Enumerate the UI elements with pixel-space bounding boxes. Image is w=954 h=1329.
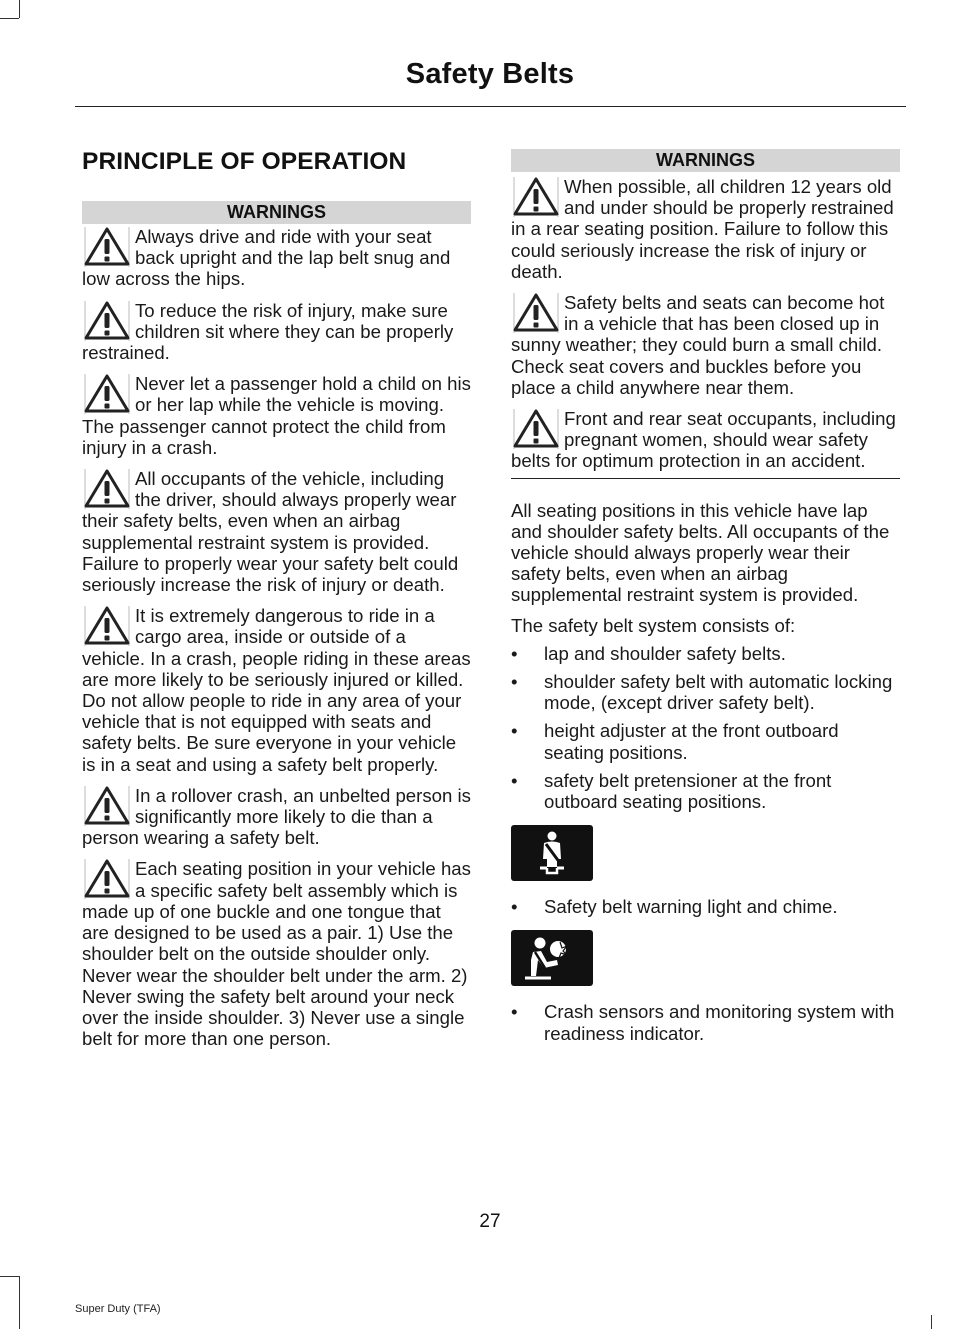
list-item bbox=[511, 896, 900, 917]
page-number: 27 bbox=[479, 1211, 501, 1232]
warning-item bbox=[82, 373, 471, 458]
list-item bbox=[511, 1001, 900, 1043]
body-paragraph: The safety belt system consists of: bbox=[511, 614, 796, 636]
list-item-text: lap and shoulder safety belts. bbox=[544, 642, 786, 664]
warning-text: All occupants of the vehicle, including the driver, should always properly wear their safety belts, even when an airbag supplemental restraint system is provided. Failure to properly wear your safety belt could seriously increase the risk of injury or death. bbox=[82, 468, 459, 596]
warning-triangle-icon bbox=[82, 785, 132, 827]
warnings-heading: WARNINGS bbox=[511, 149, 900, 172]
bullet: • bbox=[511, 769, 518, 791]
list-item bbox=[511, 720, 900, 762]
list-item bbox=[511, 770, 900, 812]
crop-mark bbox=[0, 18, 19, 19]
list-item-text: Safety belt warning light and chime. bbox=[544, 896, 838, 918]
warning-triangle-icon bbox=[511, 292, 561, 334]
page-title: Safety Belts bbox=[405, 58, 575, 90]
warning-text: Safety belts and seats can become hot in a vehicle that has been closed up in sunny weather; they could burn a small child. Check seat covers and buckles before you place a child anywhere near them. bbox=[511, 292, 885, 398]
warning-triangle-icon bbox=[82, 605, 132, 647]
bullet-list bbox=[511, 643, 900, 812]
warning-item bbox=[511, 408, 900, 472]
warning-text: Each seating position in your vehicle has a specific safety belt assembly which is made up of one buckle and one tongue that are designed to be used as a pair. 1) Use the shoulder belt on the outside shoulder only. Never wear the shoulder belt under the arm. 2) Never swing the safety belt around your neck over the inside shoulder. 3) Never use a single belt for more than one person. bbox=[82, 858, 471, 1050]
crop-mark bbox=[19, 0, 20, 18]
list-item-text: safety belt pretensioner at the front outboard seating positions. bbox=[544, 769, 832, 813]
list-item bbox=[511, 643, 900, 664]
warning-text: To reduce the risk of injury, make sure children sit where they can be properly restrained. bbox=[82, 299, 454, 364]
left-column bbox=[82, 110, 471, 1049]
crop-mark bbox=[19, 1276, 20, 1329]
bullet: • bbox=[511, 1001, 518, 1023]
warning-item bbox=[82, 468, 471, 595]
warning-triangle-icon bbox=[511, 408, 561, 450]
bullet-list bbox=[511, 1001, 900, 1043]
bullet: • bbox=[511, 720, 518, 742]
seatbelt-warning-light-icon bbox=[511, 825, 593, 881]
warning-item bbox=[511, 176, 900, 282]
footer-text: Super Duty (TFA) bbox=[75, 1303, 161, 1315]
warning-text: When possible, all children 12 years old and under should be properly restrained in a rear seating position. Failure to follow this could seriously increase the risk of injury or death. bbox=[511, 176, 894, 282]
crop-mark bbox=[0, 1276, 19, 1277]
warning-triangle-icon bbox=[82, 226, 132, 268]
warnings-heading: WARNINGS bbox=[82, 201, 471, 224]
list-item bbox=[511, 671, 900, 713]
list-item-text: height adjuster at the front outboard seating positions. bbox=[544, 720, 839, 763]
list-item-text: Crash sensors and monitoring system with readiness indicator. bbox=[544, 1001, 895, 1044]
warning-triangle-icon bbox=[511, 176, 561, 218]
warning-item bbox=[82, 300, 471, 364]
airbag-readiness-icon bbox=[511, 930, 593, 986]
warning-triangle-icon bbox=[82, 373, 132, 415]
header-divider bbox=[75, 106, 906, 107]
warning-text: Front and rear seat occupants, including pregnant women, should wear safety belts for optimum protection in an accident. bbox=[511, 408, 896, 472]
right-column bbox=[511, 149, 900, 1044]
section-heading: PRINCIPLE OF OPERATION bbox=[82, 148, 407, 175]
bullet: • bbox=[511, 671, 518, 693]
warning-item bbox=[82, 785, 471, 849]
warning-triangle-icon bbox=[82, 468, 132, 510]
section-divider bbox=[511, 478, 900, 479]
warning-item bbox=[82, 226, 471, 290]
warning-triangle-icon bbox=[82, 858, 132, 900]
crop-mark bbox=[931, 1315, 932, 1329]
bullet-list bbox=[511, 896, 900, 917]
warning-text: In a rollover crash, an unbelted person is significantly more likely to die than a person wearing a safety belt. bbox=[82, 784, 471, 849]
warning-triangle-icon bbox=[82, 300, 132, 342]
warning-item bbox=[82, 605, 471, 775]
warning-text: Never let a passenger hold a child on his or her lap while the vehicle is moving. The passenger cannot protect the child from injury in a crash. bbox=[82, 373, 471, 458]
list-item-text: shoulder safety belt with automatic locking mode, (except driver safety belt). bbox=[544, 671, 893, 714]
warning-text: Always drive and ride with your seat back upright and the lap belt snug and low across the hips. bbox=[82, 226, 451, 290]
bullet: • bbox=[511, 896, 518, 918]
body-paragraph: All seating positions in this vehicle have lap and shoulder safety belts. All occupants of the vehicle should always properly wear their safety belts, even when an airbag supplemental restraint system is provided. bbox=[511, 499, 890, 606]
bullet: • bbox=[511, 642, 518, 664]
warning-item bbox=[511, 292, 900, 398]
warning-text: It is extremely dangerous to ride in a cargo area, inside or outside of a vehicle. In a crash, people riding in these areas are more likely to be seriously injured or killed. Do not allow people to ride in any area of your vehicle that is not equipped with seats and safety belts. Be sure everyone in your vehicle is in a seat and using a safety belt properly. bbox=[82, 605, 471, 775]
warning-item bbox=[82, 858, 471, 1049]
